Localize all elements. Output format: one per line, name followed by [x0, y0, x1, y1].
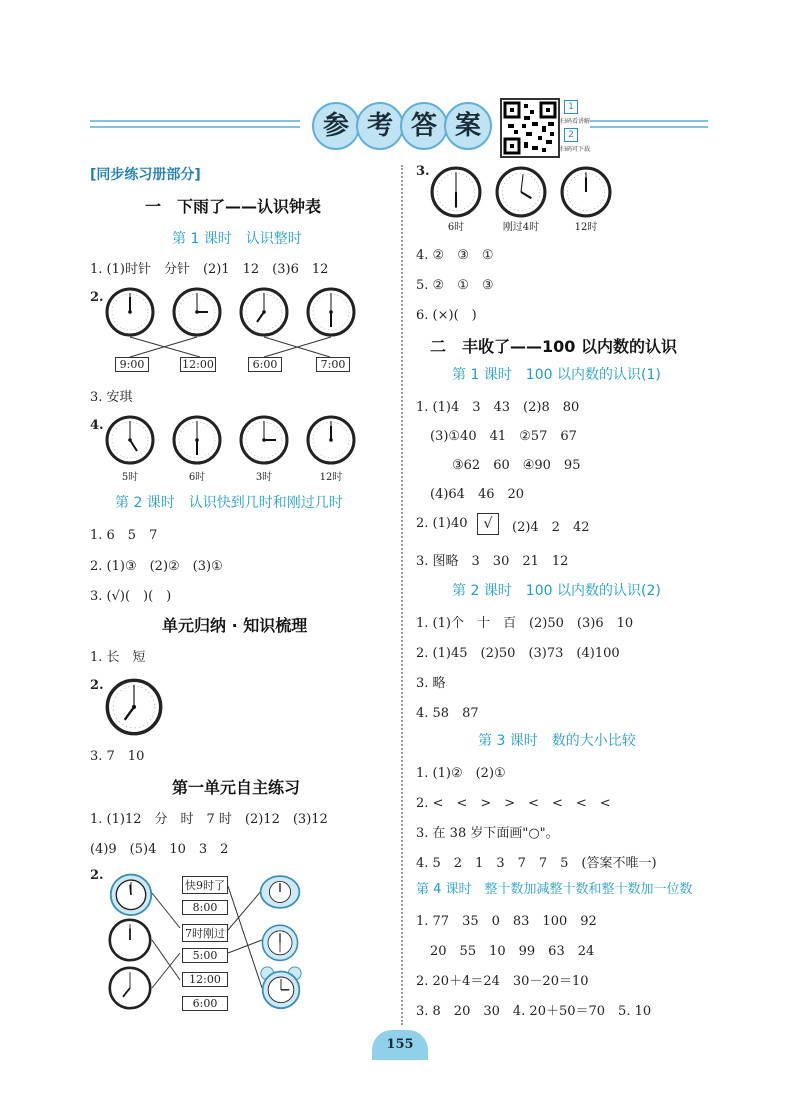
answer-line: 20 55 10 99 63 24	[430, 944, 595, 959]
answer-line: 4. 5 2 1 3 7 7 5 (答案不唯一)	[416, 856, 657, 871]
time-box: 12:00	[180, 357, 216, 372]
answer-line: (3)①40 41 ②57 67	[430, 429, 577, 444]
unit1-title: 一 下雨了——认识钟表	[145, 197, 322, 216]
clock-caption: 5时	[121, 472, 139, 483]
summary-title: 单元归纳 · 知识梳理	[162, 616, 308, 635]
match-box: 7时刚过	[182, 924, 228, 942]
answer-line: 3. 安琪	[90, 390, 133, 405]
match-box: 8:00	[182, 900, 228, 915]
answer-line: 1. (1)12 分 时 7 时 (2)12 (3)12	[90, 812, 328, 827]
clock-icon	[430, 166, 482, 222]
r-lesson4-title: 第 4 课时 整十数加减整十数和整十数加一位数	[416, 882, 693, 897]
clock-icon	[560, 166, 612, 222]
clock-icon	[239, 415, 289, 469]
answer-line: 2. (1)③ (2)② (3)①	[90, 559, 223, 574]
clock-icon	[105, 415, 155, 469]
clock-caption: 12时	[319, 472, 343, 483]
answer-line: 4. ② ③ ①	[416, 248, 494, 263]
qr-tag-2: 2	[564, 128, 578, 142]
answer-label: 3.	[416, 164, 430, 179]
match-box: 12:00	[182, 972, 228, 987]
answer-line: 3. 图略 3 30 21 12	[416, 554, 569, 569]
answer-line: 1. 6 5 7	[90, 528, 158, 543]
time-box: 7:00	[316, 357, 350, 372]
answer-line: 2. < < > > < < < <	[416, 796, 611, 811]
r-lesson1-title: 第 1 课时 100 以内数的认识(1)	[452, 367, 661, 383]
title-char: 案	[444, 102, 492, 150]
qr-code-icon[interactable]	[500, 98, 560, 158]
answer-label: 2.	[90, 678, 104, 693]
answer-line: 3. 8 20 30 4. 20＋50＝70 5. 10	[416, 1004, 652, 1019]
qr-note-1: 扫码看讲解	[560, 118, 591, 125]
answer-line: ③62 60 ④90 95	[452, 458, 581, 473]
answer-line: (4)9 (5)4 10 3 2	[90, 842, 229, 857]
clock-icon	[239, 287, 289, 341]
answer-line: 6. (×)( )	[416, 308, 477, 323]
answer-line: 3. 略	[416, 676, 446, 691]
title-char: 答	[400, 102, 448, 150]
time-box: 9:00	[115, 357, 149, 372]
answer-line: 1. (1)个 十 百 (2)50 (3)6 10	[416, 616, 634, 631]
clock-icon	[306, 287, 356, 341]
answer-label: 2.	[90, 868, 104, 883]
clock-icon	[108, 966, 152, 1014]
answer-line: 1. (1)4 3 43 (2)8 80	[416, 400, 580, 415]
answer-line: 2. (1)45 (2)50 (3)73 (4)100	[416, 646, 620, 661]
answer-line: 1. 77 35 0 83 100 92	[416, 914, 597, 929]
header-line-right-2	[590, 126, 708, 128]
answer-line: 5. ② ① ③	[416, 278, 494, 293]
clock-caption: 6时	[188, 472, 206, 483]
clock-icon	[172, 287, 222, 341]
answer-line: 1. (1)时针 分针 (2)1 12 (3)6 12	[90, 262, 329, 277]
match-box: 快9时了	[182, 876, 228, 894]
practice-title: 第一单元自主练习	[172, 778, 301, 797]
answer-line: (4)64 46 20	[430, 487, 525, 502]
answer-line: 3. 在 38 岁下面画"○"。	[416, 826, 559, 841]
answer-line: 3. 7 10	[90, 749, 145, 764]
time-box: 6:00	[248, 357, 282, 372]
answer-line: 4. 58 87	[416, 706, 479, 721]
clock-caption: 刚过4时	[502, 222, 540, 233]
clock-caption: 6时	[447, 222, 465, 233]
r-lesson2-title: 第 2 课时 100 以内数的认识(2)	[452, 583, 661, 599]
clock-icon	[105, 678, 163, 740]
r-lesson3-title: 第 3 课时 数的大小比较	[478, 733, 636, 749]
answer-line: 3. (√)( )( )	[90, 589, 172, 604]
title-char: 考	[356, 102, 404, 150]
answer-line: 1. 长 短	[90, 650, 146, 665]
answer-line: 2. (1)40	[416, 516, 468, 531]
clock-caption: 3时	[255, 472, 273, 483]
alarm-clock-icon	[258, 966, 304, 1014]
check-box: √	[477, 513, 499, 535]
page-number: 155	[372, 1030, 428, 1060]
header-line-left	[90, 120, 300, 122]
match-box: 6:00	[182, 996, 228, 1011]
answer-line: 1. (1)② (2)①	[416, 766, 506, 781]
answer-label: 2.	[90, 290, 104, 305]
lesson2-title: 第 2 课时 认识快到几时和刚过几时	[115, 495, 343, 511]
header-line-right	[590, 120, 708, 122]
title-char: 参	[312, 102, 360, 150]
column-divider	[401, 165, 403, 1025]
qr-tag-1: 1	[564, 100, 578, 114]
section-tag: [同步练习册部分]	[90, 167, 201, 183]
unit2-title: 二 丰收了——100 以内数的认识	[430, 337, 677, 356]
clock-icon	[260, 920, 300, 968]
clock-icon	[108, 918, 152, 966]
match-box: 5:00	[182, 948, 228, 963]
clock-caption: 12时	[574, 222, 598, 233]
answer-line: 2. 20＋4＝24 30－20＝10	[416, 974, 589, 989]
answer-label: 4.	[90, 418, 104, 433]
alarm-clock-icon	[108, 870, 154, 920]
qr-note-2: 扫码可下载	[560, 146, 591, 153]
clock-icon	[172, 415, 222, 469]
clock-icon	[495, 166, 547, 222]
lesson1-title: 第 1 课时 认识整时	[172, 231, 302, 247]
hand-clock-icon	[258, 872, 302, 916]
clock-icon	[105, 287, 155, 341]
header-line-left-2	[90, 126, 300, 128]
clock-icon	[306, 415, 356, 469]
answer-line: (2)4 2 42	[512, 520, 590, 535]
